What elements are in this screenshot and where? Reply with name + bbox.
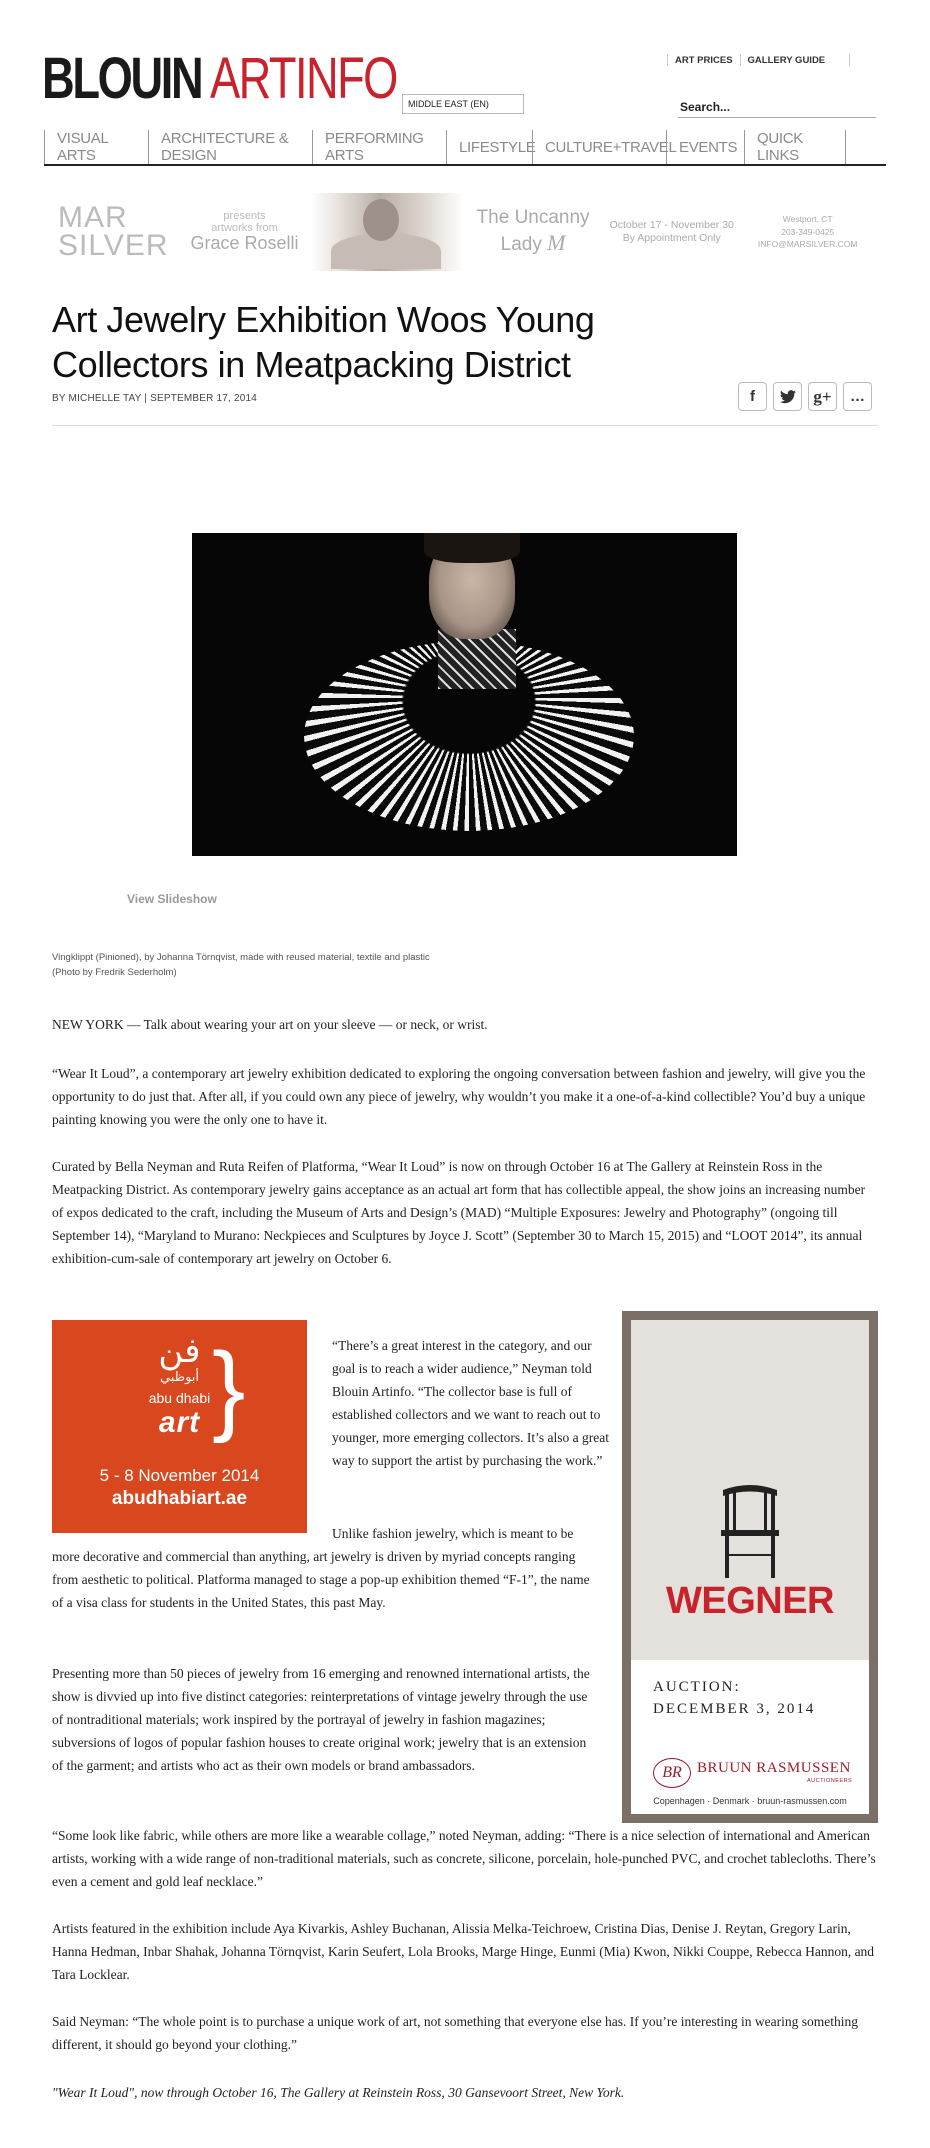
ad-locations: Copenhagen · Denmark · bruun-rasmussen.com — [653, 1796, 847, 1806]
article-paragraph: Artists featured in the exhibition include Aya Kivarkis, Ashley Buchanan, Alissia Melka-Teichroew, Cristina Dias, Denise J. Reytan, Gregory Larin, Hanna Hedman, Inbar Shahak, Johanna Törnqvist, Karin Seufert, Lola Brooks, Marge Hinge, Eunmi (Mia) Kwon, Nikki Couppe, Rebecca Hannon, and Tara Locklear. — [52, 1921, 875, 1982]
google-plus-share-button[interactable] — [808, 382, 837, 411]
banner-photo-head — [363, 199, 399, 241]
ad-arabic-city: أبوظبي — [159, 1370, 200, 1385]
article-paragraph: NEW YORK — Talk about wearing your art on your sleeve — or neck, or wrist. — [52, 1017, 488, 1032]
brace-icon: } — [212, 1332, 246, 1444]
main-nav — [44, 130, 886, 166]
banner-title — [477, 207, 590, 257]
caption-line: Vingklippt (Pinioned), by Johanna Törnqvist, made with reused material, textile and plastic — [52, 952, 430, 963]
photo-caption — [52, 950, 430, 980]
banner-artist: Grace Roselli — [190, 233, 299, 254]
ad-english-city: abu dhabi — [148, 1390, 211, 1406]
twitter-icon — [780, 390, 796, 404]
ad-auction-line: DECEMBER 3, 2014 — [653, 1701, 816, 1717]
banner-title-line: Lady — [500, 234, 542, 255]
photo-hair — [424, 533, 520, 563]
ad-arabic-title: فن — [158, 1331, 201, 1371]
article-paragraph: “Wear It Loud”, a contemporary art jewelry exhibition dedicated to exploring the ongoing conversation between fashion and jewelry, will give you the opportunity to do just that. After all, if you could own any piece of jewelry, why wouldn’t you make it a one-of-a-kind collectible? You’d buy a unique painting knowing you were the only one to have it. — [52, 1066, 866, 1127]
nav-architecture-design[interactable]: ARCHITECTURE & DESIGN — [148, 130, 312, 164]
art-prices-link[interactable]: ART PRICES — [675, 54, 733, 66]
banner-title-line: The Uncanny — [476, 207, 590, 229]
divider — [740, 54, 741, 66]
banner-presents-line: presents — [223, 210, 266, 222]
top-links — [660, 54, 857, 66]
ad-auction-line: AUCTION: — [653, 1679, 741, 1695]
banner-brand-line: SILVER — [58, 229, 169, 262]
ad-house-sub: AUCTIONEERS — [807, 1778, 853, 1784]
divider — [52, 425, 878, 426]
banner-dates — [610, 219, 734, 245]
article-paragraph: Curated by Bella Neyman and Ruta Reifen of Platforma, “Wear It Loud” is now on through October 16 at The Gallery at Reinstein Ross in the Meatpacking District. As contemporary jewelry gains acceptance as an actual art form that has collectible appeal, the show joins an increasing number of expos dedicated to the craft, including the Museum of Arts and Design’s (MAD) “Multiple Exposures: Jewelry and Photography” (ongoing till September 14), “Maryland to Murano: Neckpieces and Sculptures by Joyce J. Scott” (September 30 to March 15, 2015) and “LOOT 2014”, its annual exhibition-cum-sale of contemporary art jewelry on October 6. — [52, 1159, 866, 1266]
article-byline: BY MICHELLE TAY | SEPTEMBER 17, 2014 — [52, 393, 258, 404]
banner-contact-line: INFO@MARSILVER.COM — [757, 239, 858, 250]
banner-photo — [311, 193, 463, 271]
article-paragraph: “Some look like fabric, while others are more like a wearable collage,” noted Neyman, adding: “There is a nice selection of international and American artists, working with a wide range of non-traditional materials, such as concrete, silicone, porcelain, hole-punched PVC, and crochet tablecloths. There’s even a cement and gold leaf necklace.” — [52, 1828, 876, 1889]
nav-lifestyle[interactable]: LIFESTYLE — [446, 130, 532, 164]
article-paragraph: Said Neyman: “The whole point is to purchase a unique work of art, not something that everyone else has. If you’re interesting in wearing something different, it should go beyond your clothing.” — [52, 2014, 859, 2052]
ad-dates: 5 - 8 November 2014 — [99, 1466, 260, 1485]
article-paragraph: “There’s a great interest in the category, and our goal is to reach a wider audience,” Neyman told Blouin Artinfo. “The collector base is full of established collectors and we want to reach out to younger, more emerging collectors. It’s also a great way to support the artist by purchasing the work.” — [332, 1338, 609, 1468]
banner-presents — [191, 210, 299, 254]
banner-contact-line: 203-349-0425 — [781, 226, 835, 237]
logo-artinfo: ARTINFO — [210, 46, 398, 111]
google-plus-icon: g+ — [813, 386, 832, 406]
nav-visual-arts[interactable]: VISUAL ARTS — [44, 130, 148, 164]
search-input[interactable] — [678, 96, 876, 118]
nav-performing-arts[interactable]: PERFORMING ARTS — [312, 130, 446, 164]
gallery-guide-link[interactable]: GALLERY GUIDE — [747, 54, 826, 66]
more-icon: … — [850, 388, 865, 405]
banner-contact — [758, 213, 858, 251]
divider — [667, 54, 668, 66]
article-title: Art Jewelry Exhibition Woos Young Collectors in Meatpacking District — [52, 299, 595, 385]
article-photo[interactable] — [192, 533, 737, 856]
nav-events[interactable]: EVENTS — [666, 130, 744, 164]
ad-house-name: BRUUN RASMUSSEN — [697, 1760, 851, 1776]
article-paragraph: "Wear It Loud", now through October 16, The Gallery at Reinstein Ross, 30 Gansevoort Street, New York. — [52, 2085, 625, 2100]
caption-line: (Photo by Fredrik Sederholm) — [52, 967, 177, 978]
facebook-share-button[interactable] — [738, 382, 767, 411]
facebook-icon: f — [750, 388, 755, 405]
divider — [849, 54, 850, 66]
nav-quick-links[interactable]: QUICK LINKS — [744, 130, 846, 164]
view-slideshow-link[interactable]: View Slideshow — [127, 892, 217, 906]
twitter-share-button[interactable] — [773, 382, 802, 411]
share-buttons — [738, 382, 872, 411]
ad-english-art: art — [158, 1406, 201, 1439]
ad-url: abudhabiart.ae — [111, 1488, 248, 1509]
banner-brand-line: MAR — [58, 200, 128, 234]
chair-icon — [719, 1480, 781, 1580]
logo-blouin: BLOUIN — [42, 46, 202, 111]
more-share-button[interactable] — [843, 382, 872, 411]
banner-ad[interactable] — [44, 192, 886, 272]
region-select[interactable]: MIDDLE EAST (EN) — [402, 94, 524, 114]
wegner-auction-ad[interactable] — [622, 1311, 878, 1823]
bruun-rasmussen-logo: BR — [653, 1758, 691, 1788]
banner-presents-line: artworks from — [211, 222, 278, 235]
nav-culture-travel[interactable]: CULTURE+TRAVEL — [532, 130, 666, 164]
abu-dhabi-art-ad[interactable] — [52, 1320, 307, 1533]
banner-contact-line: Westport, CT — [782, 213, 833, 224]
article-paragraph: Presenting more than 50 pieces of jewelry from 16 emerging and renowned international artists, the show is divvied up into five distinct categories: reinterpretations of vintage jewelry through the use of nontraditional materials; work inspired by the portrayal of jewelry in fashion magazines; subversions of logos of popular fashion houses to create original work; jewelry that is an extension of the garment; and artists who act as their own models or brand ambassadors. — [52, 1666, 590, 1773]
banner-dates-line: October 17 - November 30 — [609, 218, 734, 231]
ad-wegner-title: WEGNER — [666, 1580, 834, 1622]
banner-title-initial: M — [547, 230, 566, 255]
article-paragraph: Unlike fashion jewelry, which is meant to be more decorative and commercial than anything, art jewelry is driven by myriad concepts ranging from aesthetic to political. Platforma managed to stage a pop-up exhibition themed “F-1”, the name of a visa class for students in the United States, this past May. — [52, 1526, 590, 1610]
banner-brand — [58, 200, 169, 262]
ad-auction-date — [653, 1676, 815, 1720]
banner-dates-line: By Appointment Only — [622, 232, 721, 244]
